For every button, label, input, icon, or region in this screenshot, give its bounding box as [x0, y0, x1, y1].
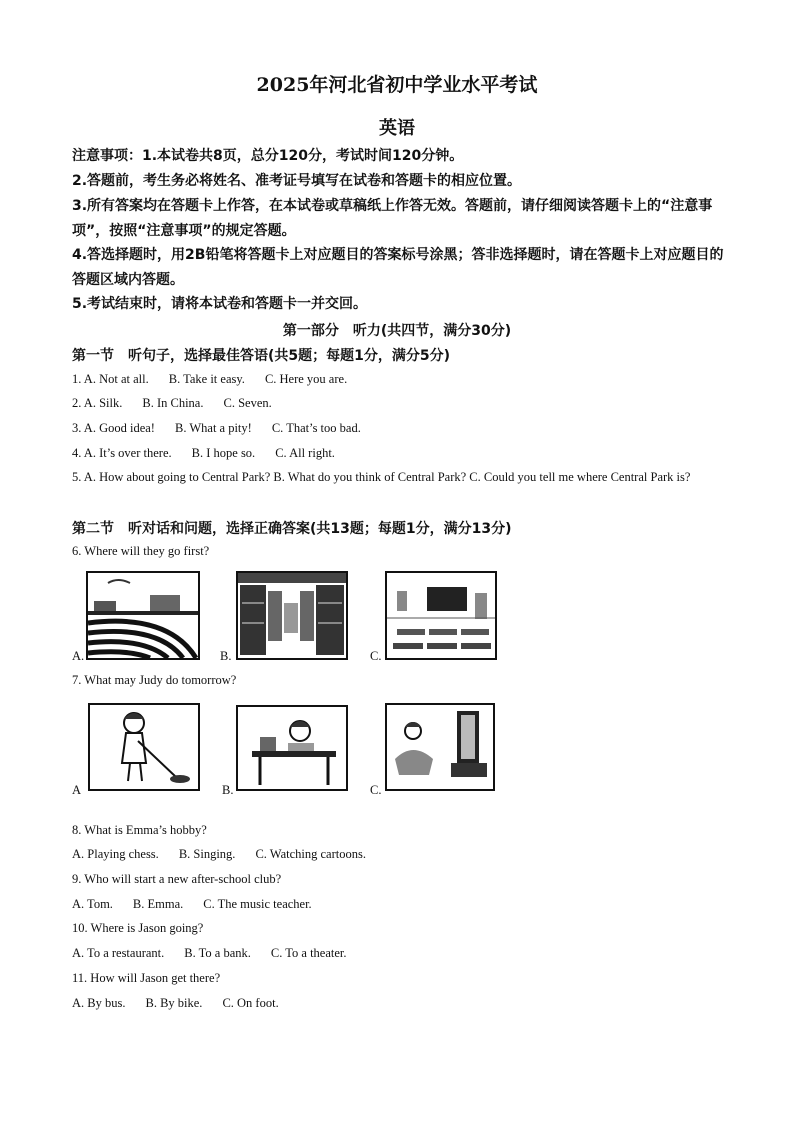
- question-11-stem: 11. How will Jason get there?: [72, 971, 221, 985]
- exam-title: 2025年河北省初中学业水平考试: [256, 74, 538, 96]
- q8-option-c: C. Watching cartoons.: [255, 847, 366, 861]
- q7-label-b: B.: [222, 783, 234, 797]
- q6-picture-b-library: [236, 571, 348, 660]
- question-7-stem: 7. What may Judy do tomorrow?: [72, 673, 237, 687]
- q9-option-c: C. The music teacher.: [203, 897, 312, 911]
- note-3: 3.所有答案均在答题卡上作答，在本试卷或草稿纸上作答无效。答题前，请仔细阅读答题卡上的“注意事项”，按照“注意事项”的规定答题。: [72, 198, 713, 239]
- q7-picture-a-mopping: [88, 703, 200, 791]
- q11-option-b: B. By bike.: [145, 996, 203, 1010]
- question-8-options: [72, 847, 732, 862]
- section-1-heading: 第一节 听句子，选择最佳答语(共5题；每题1分，满分5分): [72, 348, 451, 364]
- library-icon: [238, 573, 346, 658]
- q6-label-b: B.: [220, 649, 232, 663]
- q2-option-c: C. Seven.: [223, 396, 272, 410]
- q10-option-b: B. To a bank.: [184, 946, 251, 960]
- q10-option-c: C. To a theater.: [270, 946, 347, 960]
- question-4: [72, 446, 732, 461]
- q1-option-a: 1. A. Not at all.: [72, 372, 149, 386]
- q3-option-c: C. That’s too bad.: [271, 421, 361, 435]
- q9-option-a: A. Tom.: [72, 897, 113, 911]
- question-9-options: [72, 897, 732, 912]
- q9-option-b: B. Emma.: [132, 897, 184, 911]
- question-1: [72, 372, 732, 387]
- question-3: [72, 421, 732, 436]
- mopping-girl-icon: [90, 705, 198, 789]
- subject-title: 英语: [379, 118, 415, 139]
- q3-option-b: B. What a pity!: [174, 421, 252, 435]
- watching-tv-icon: [387, 705, 493, 789]
- note-4: 4.答选择题时，用2B铅笔将答题卡上对应题目的答案标号涂黑；答非选择题时，请在答题卡上对应题目的答题区域内答题。: [72, 247, 724, 288]
- playground-icon: [88, 573, 198, 658]
- q4-option-c: C. All right.: [275, 446, 335, 460]
- note-2: 2.答题前，考生务必将姓名、准考证号填写在试卷和答题卡的相应位置。: [72, 173, 522, 189]
- q2-option-b: B. In China.: [142, 396, 204, 410]
- note-5: 5.考试结束时，请将本试卷和答题卡一并交回。: [72, 296, 368, 312]
- q4-option-b: B. I hope so.: [191, 446, 256, 460]
- note-1: 注意事项：1.本试卷共8页，总分120分，考试时间120分钟。: [72, 148, 464, 164]
- q6-label-c: C.: [370, 649, 382, 663]
- q7-label-a: A: [72, 783, 82, 797]
- q6-label-a: A.: [72, 649, 85, 663]
- q2-option-a: 2. A. Silk.: [72, 396, 123, 410]
- q1-option-b: B. Take it easy.: [168, 372, 245, 386]
- q4-option-a: 4. A. It’s over there.: [72, 446, 172, 460]
- q7-picture-b-homework: [236, 705, 348, 791]
- q7-label-c: C.: [370, 783, 382, 797]
- question-10-options: [72, 946, 732, 961]
- question-2: [72, 396, 732, 411]
- q7-picture-c-tv: [385, 703, 495, 791]
- q8-option-b: B. Singing.: [178, 847, 236, 861]
- question-5: 5. A. How about going to Central Park? B. What do you think of Central Park? C. Could you tell me where Central Park is?: [72, 470, 691, 484]
- question-10-stem: 10. Where is Jason going?: [72, 921, 204, 935]
- q6-picture-c-classroom: [385, 571, 497, 660]
- q11-option-a: A. By bus.: [72, 996, 126, 1010]
- question-6-stem: 6. Where will they go first?: [72, 544, 210, 558]
- classroom-icon: [387, 573, 495, 658]
- q6-picture-a-playground: [86, 571, 200, 660]
- q11-option-c: C. On foot.: [222, 996, 279, 1010]
- question-8-stem: 8. What is Emma’s hobby?: [72, 823, 207, 837]
- question-11-options: [72, 996, 732, 1011]
- q1-option-c: C. Here you are.: [264, 372, 348, 386]
- q3-option-a: 3. A. Good idea!: [72, 421, 155, 435]
- q10-option-a: A. To a restaurant.: [72, 946, 165, 960]
- q8-option-a: A. Playing chess.: [72, 847, 159, 861]
- question-9-stem: 9. Who will start a new after-school club?: [72, 872, 282, 886]
- part-heading: 第一部分 听力(共四节，满分30分): [282, 323, 512, 339]
- section-2-heading: 第二节 听对话和问题，选择正确答案(共13题；每题1分，满分13分): [72, 521, 512, 537]
- homework-girl-icon: [238, 707, 346, 789]
